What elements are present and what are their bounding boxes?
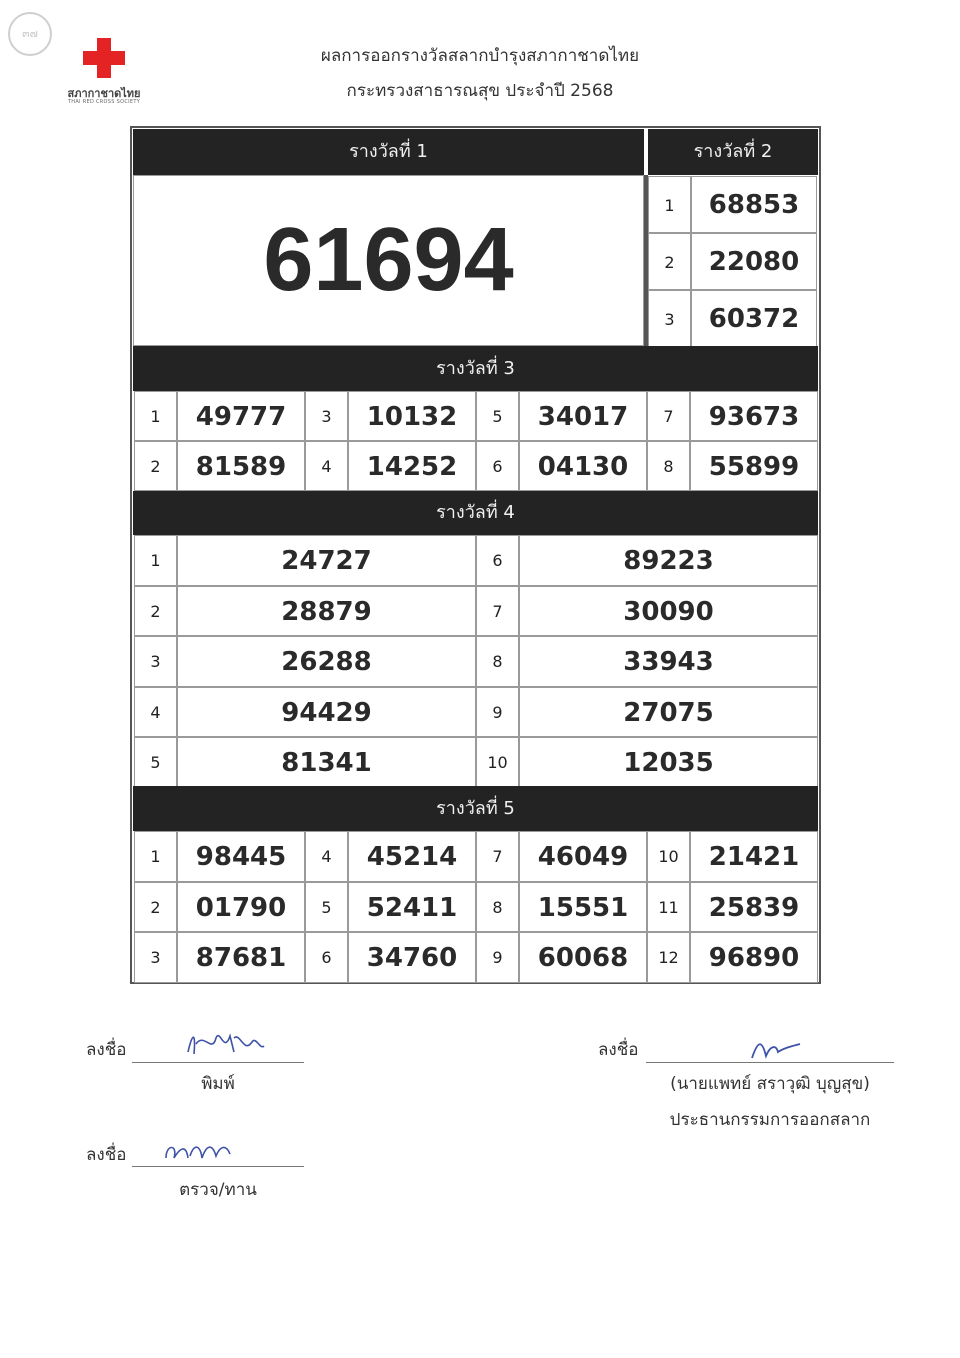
prize-number: 52411 [348, 882, 476, 933]
prize-index: 1 [134, 831, 177, 882]
prize-number: 89223 [519, 535, 818, 586]
prize-number: 46049 [519, 831, 647, 882]
prize-index: 8 [647, 441, 690, 491]
prize-index: 5 [305, 882, 348, 933]
typist-role: พิมพ์ [201, 1074, 235, 1094]
sign-label-typist: ลงชื่อ [86, 1040, 127, 1060]
prize-index: 5 [476, 391, 519, 441]
prize-number: 49777 [177, 391, 305, 441]
red-cross-icon-bar [83, 51, 125, 65]
chair-name: (นายแพทย์ สราวุฒิ บุญสุข) [670, 1074, 870, 1094]
prize-number: 34760 [348, 932, 476, 983]
prize-number: 81341 [177, 737, 476, 788]
prize-number: 68853 [691, 176, 817, 233]
chair-title: ประธานกรรมการออกสลาก [669, 1110, 871, 1130]
prize-number: 87681 [177, 932, 305, 983]
prize-number: 45214 [348, 831, 476, 882]
prize-index: 3 [648, 290, 691, 347]
prize-index: 3 [134, 636, 177, 687]
prize3-header: รางวัลที่ 3 [133, 346, 818, 391]
prize-index: 1 [648, 176, 691, 233]
prize-number: 94429 [177, 687, 476, 738]
logo-english-text: THAI RED CROSS SOCIETY [67, 99, 141, 105]
prize-number: 14252 [348, 441, 476, 491]
prize-index: 9 [476, 932, 519, 983]
prize4-header: รางวัลที่ 4 [133, 491, 818, 535]
prize-number: 15551 [519, 882, 647, 933]
prize-number: 60372 [691, 290, 817, 347]
prize-index: 9 [476, 687, 519, 738]
prize-number: 01790 [177, 882, 305, 933]
prize-number: 81589 [177, 441, 305, 491]
prize-index: 2 [134, 441, 177, 491]
chair-signature [748, 1036, 804, 1062]
prize-number: 25839 [690, 882, 818, 933]
prize2-header: รางวัลที่ 2 [648, 129, 818, 175]
prize-number: 21421 [690, 831, 818, 882]
prize-index: 2 [134, 882, 177, 933]
prize-index: 1 [134, 391, 177, 441]
prize-index: 1 [134, 535, 177, 586]
prize-index: 6 [476, 535, 519, 586]
checker-sign-line [132, 1166, 304, 1167]
document-title: ผลการออกรางวัลสลากบำรุงสภากาชาดไทย [320, 46, 640, 66]
prize-number: 27075 [519, 687, 818, 738]
prize-index: 3 [305, 391, 348, 441]
prize-number: 24727 [177, 535, 476, 586]
circular-stamp: ๓๗ [8, 12, 52, 56]
prize-index: 5 [134, 737, 177, 788]
prize-index: 10 [647, 831, 690, 882]
prize-number: 60068 [519, 932, 647, 983]
prize-index: 3 [134, 932, 177, 983]
prize-index: 12 [647, 932, 690, 983]
prize-number: 93673 [690, 391, 818, 441]
prize-index: 4 [134, 687, 177, 738]
prize-index: 7 [476, 586, 519, 637]
prize-number: 33943 [519, 636, 818, 687]
prize-number: 10132 [348, 391, 476, 441]
logo-thai-text: สภากาชาดไทย [67, 87, 141, 100]
sign-label-chair: ลงชื่อ [598, 1040, 639, 1060]
prize-index: 11 [647, 882, 690, 933]
prize-index: 2 [648, 233, 691, 290]
prize-number: 34017 [519, 391, 647, 441]
chair-sign-line [646, 1062, 894, 1063]
prize-number: 55899 [690, 441, 818, 491]
prize-index: 2 [134, 586, 177, 637]
prize-index: 10 [476, 737, 519, 788]
prize-number: 22080 [691, 233, 817, 290]
prize-index: 4 [305, 831, 348, 882]
prize-number: 96890 [690, 932, 818, 983]
document-subtitle: กระทรวงสาธารณสุข ประจำปี 2568 [346, 81, 614, 101]
checker-role: ตรวจ/ทาน [179, 1180, 257, 1200]
prize-number: 26288 [177, 636, 476, 687]
prize5-header: รางวัลที่ 5 [133, 786, 818, 831]
prize-index: 8 [476, 882, 519, 933]
typist-sign-line [132, 1062, 304, 1063]
prize-index: 6 [305, 932, 348, 983]
prize-number: 04130 [519, 441, 647, 491]
prize1-number: 61694 [263, 210, 514, 310]
prize-number: 30090 [519, 586, 818, 637]
prize-number: 28879 [177, 586, 476, 637]
prize-index: 6 [476, 441, 519, 491]
prize-number: 98445 [177, 831, 305, 882]
prize-index: 4 [305, 441, 348, 491]
checker-signature [160, 1136, 236, 1166]
prize-index: 8 [476, 636, 519, 687]
prize-index: 7 [476, 831, 519, 882]
typist-signature [182, 1024, 268, 1060]
prize1-header: รางวัลที่ 1 [133, 129, 644, 175]
prize-number: 12035 [519, 737, 818, 788]
sign-label-checker: ลงชื่อ [86, 1145, 127, 1165]
prize-index: 7 [647, 391, 690, 441]
